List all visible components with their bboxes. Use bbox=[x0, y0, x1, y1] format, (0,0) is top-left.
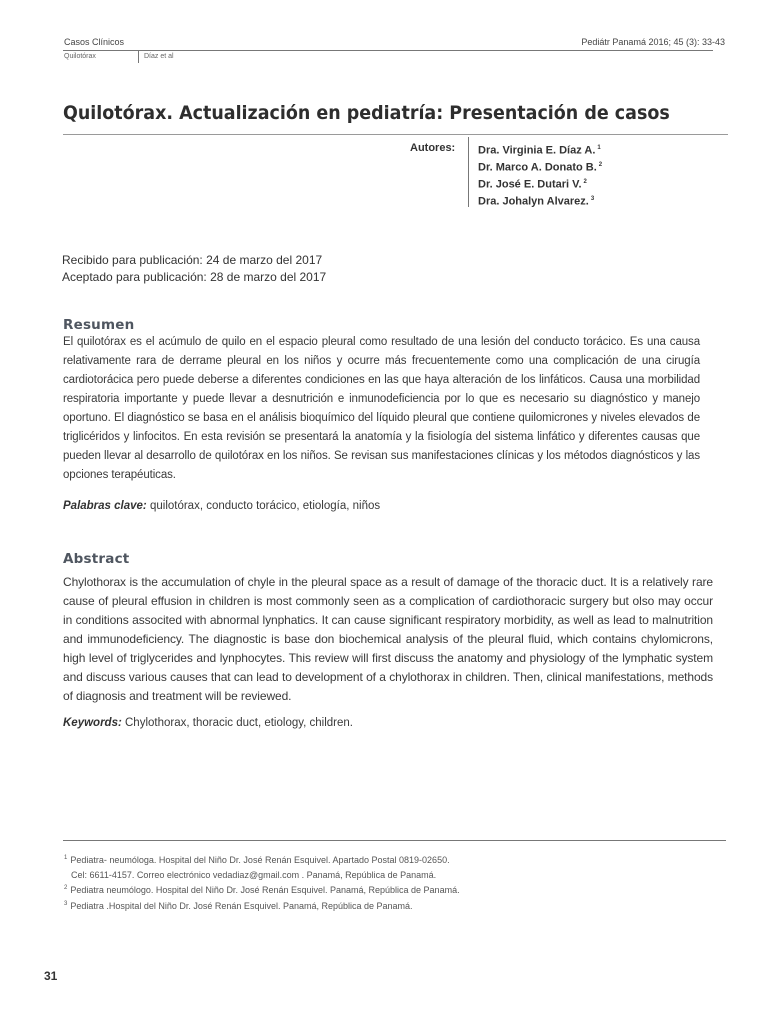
footnote-continued bbox=[71, 870, 436, 880]
footnote bbox=[64, 885, 460, 895]
journal-citation: Pediátr Panamá 2016; 45 (3): 33-43 bbox=[581, 37, 725, 47]
received-date: Recibido para publicación: 24 de marzo del 2017 bbox=[62, 253, 323, 267]
footnote bbox=[64, 855, 450, 865]
keywords-text: Chylothorax, thoracic duct, etiology, children. bbox=[125, 717, 353, 729]
header-divider bbox=[63, 50, 713, 51]
abstract-text: Chylothorax is the accumulation of chyle in the pleural space as a result of damage of the thoracic duct. It is a relatively rare cause of pleural effusion in children is most commonly seen as a complication of cardiothoracic surgery but olso may occur in conditions associted with abnormal lynphatics. It can cause significant respiratory morbidity, as well as lead to malnutrition and immunodeficiency. The diagnostic is base don biochemical analysis of the pleural fluid, which contains chylomicrons, high level of triglycerides and lynphocytes. This review will first discuss the anatomy and physiology of the lymphatic system and discuss various causes that can lead to development of a chylothorax in children. Then, clinical manifestations, methods of diagnosis and treatment will be reviewed. bbox=[63, 575, 713, 703]
author-item bbox=[478, 191, 602, 208]
keywords bbox=[63, 717, 353, 729]
footnote-ref: 3 bbox=[64, 901, 68, 907]
abstract-heading: Abstract bbox=[63, 551, 130, 567]
author-ref: 3 bbox=[590, 196, 595, 202]
accepted-date: Aceptado para publicación: 28 de marzo del 2017 bbox=[62, 270, 327, 284]
author-ref: 2 bbox=[598, 162, 603, 168]
footnote-text: Pediatra .Hospital del Niño Dr. José Renán Esquivel. Panamá, República de Panamá. bbox=[70, 901, 413, 911]
author-name: Dr. José E. Dutari V. bbox=[478, 178, 582, 191]
palabras-clave bbox=[63, 500, 380, 512]
keywords-label: Keywords: bbox=[63, 717, 122, 729]
author-name: Dra. Johalyn Alvarez. bbox=[478, 195, 589, 208]
page-number: 31 bbox=[44, 969, 58, 983]
author-list bbox=[478, 140, 602, 208]
header-vertical-divider bbox=[138, 50, 139, 63]
footnote-ref: 2 bbox=[64, 885, 68, 891]
resumen-text: El quilotórax es el acúmulo de quilo en el espacio pleural como resultado de una lesión del conducto torácico. Es una causa relativamente rara de derrame pleural en los niños y ocurre más frecuentemente como una complicación de una cirugía cardiotorácica pero puede deberse a diferentes condiciones en las que haya alteración de los linfáticos. Causa una morbilidad respiratoria importante y puede llevar a desnutrición e inmunodeficiencia por lo que es necesario su diagnóstico y manejo oportuno. El diagnóstico se basa en el análisis bioquímico del líquido pleural que contiene quilomicrones y niveles elevados de triglicéridos y linfocitos. En esta revisión se presentará la anatomía y la fisiología del sistema linfático y diferentes causas que pueden llevar al desarrollo de quilotórax en los niños. Se revisan sus manifestaciones clínicas y los métodos diagnósticos y las opciones terapéuticas. bbox=[63, 336, 700, 481]
footnote-ref: 1 bbox=[64, 855, 68, 861]
footnote-text: Pediatra neumólogo. Hospital del Niño Dr. José Renán Esquivel. Panamá, República de Panamá. bbox=[70, 885, 460, 895]
author-ref: 1 bbox=[597, 145, 601, 151]
footnote-text: Cel: 6611-4157. Correo electrónico vedadiaz@gmail.com . Panamá, República de Panamá. bbox=[71, 870, 437, 880]
author-item bbox=[478, 140, 602, 157]
authors-vertical-divider bbox=[468, 137, 469, 207]
running-header-section: Casos Clínicos bbox=[64, 37, 125, 47]
authors-label: Autores: bbox=[410, 142, 456, 154]
palabras-clave-label: Palabras clave: bbox=[63, 500, 147, 512]
author-ref: 2 bbox=[583, 179, 587, 185]
author-item bbox=[478, 174, 602, 191]
footnote bbox=[64, 901, 413, 911]
resumen-heading: Resumen bbox=[63, 317, 135, 333]
title-divider bbox=[63, 134, 728, 135]
running-short-author: Díaz et al bbox=[144, 53, 174, 60]
footnote-text: Pediatra- neumóloga. Hospital del Niño Dr. José Renán Esquivel. Apartado Postal 0819-02650. bbox=[70, 855, 450, 865]
author-name: Dra. Virginia E. Díaz A. bbox=[478, 144, 596, 157]
article-title: Quilotórax. Actualización en pediatría: Presentación de casos bbox=[63, 102, 670, 124]
running-short-title: Quilotórax bbox=[64, 53, 96, 60]
author-item bbox=[478, 157, 602, 174]
author-name: Dr. Marco A. Donato B. bbox=[478, 161, 597, 174]
footnote-divider bbox=[63, 840, 726, 841]
palabras-clave-text: quilotórax, conducto torácico, etiología, niños bbox=[149, 500, 381, 512]
